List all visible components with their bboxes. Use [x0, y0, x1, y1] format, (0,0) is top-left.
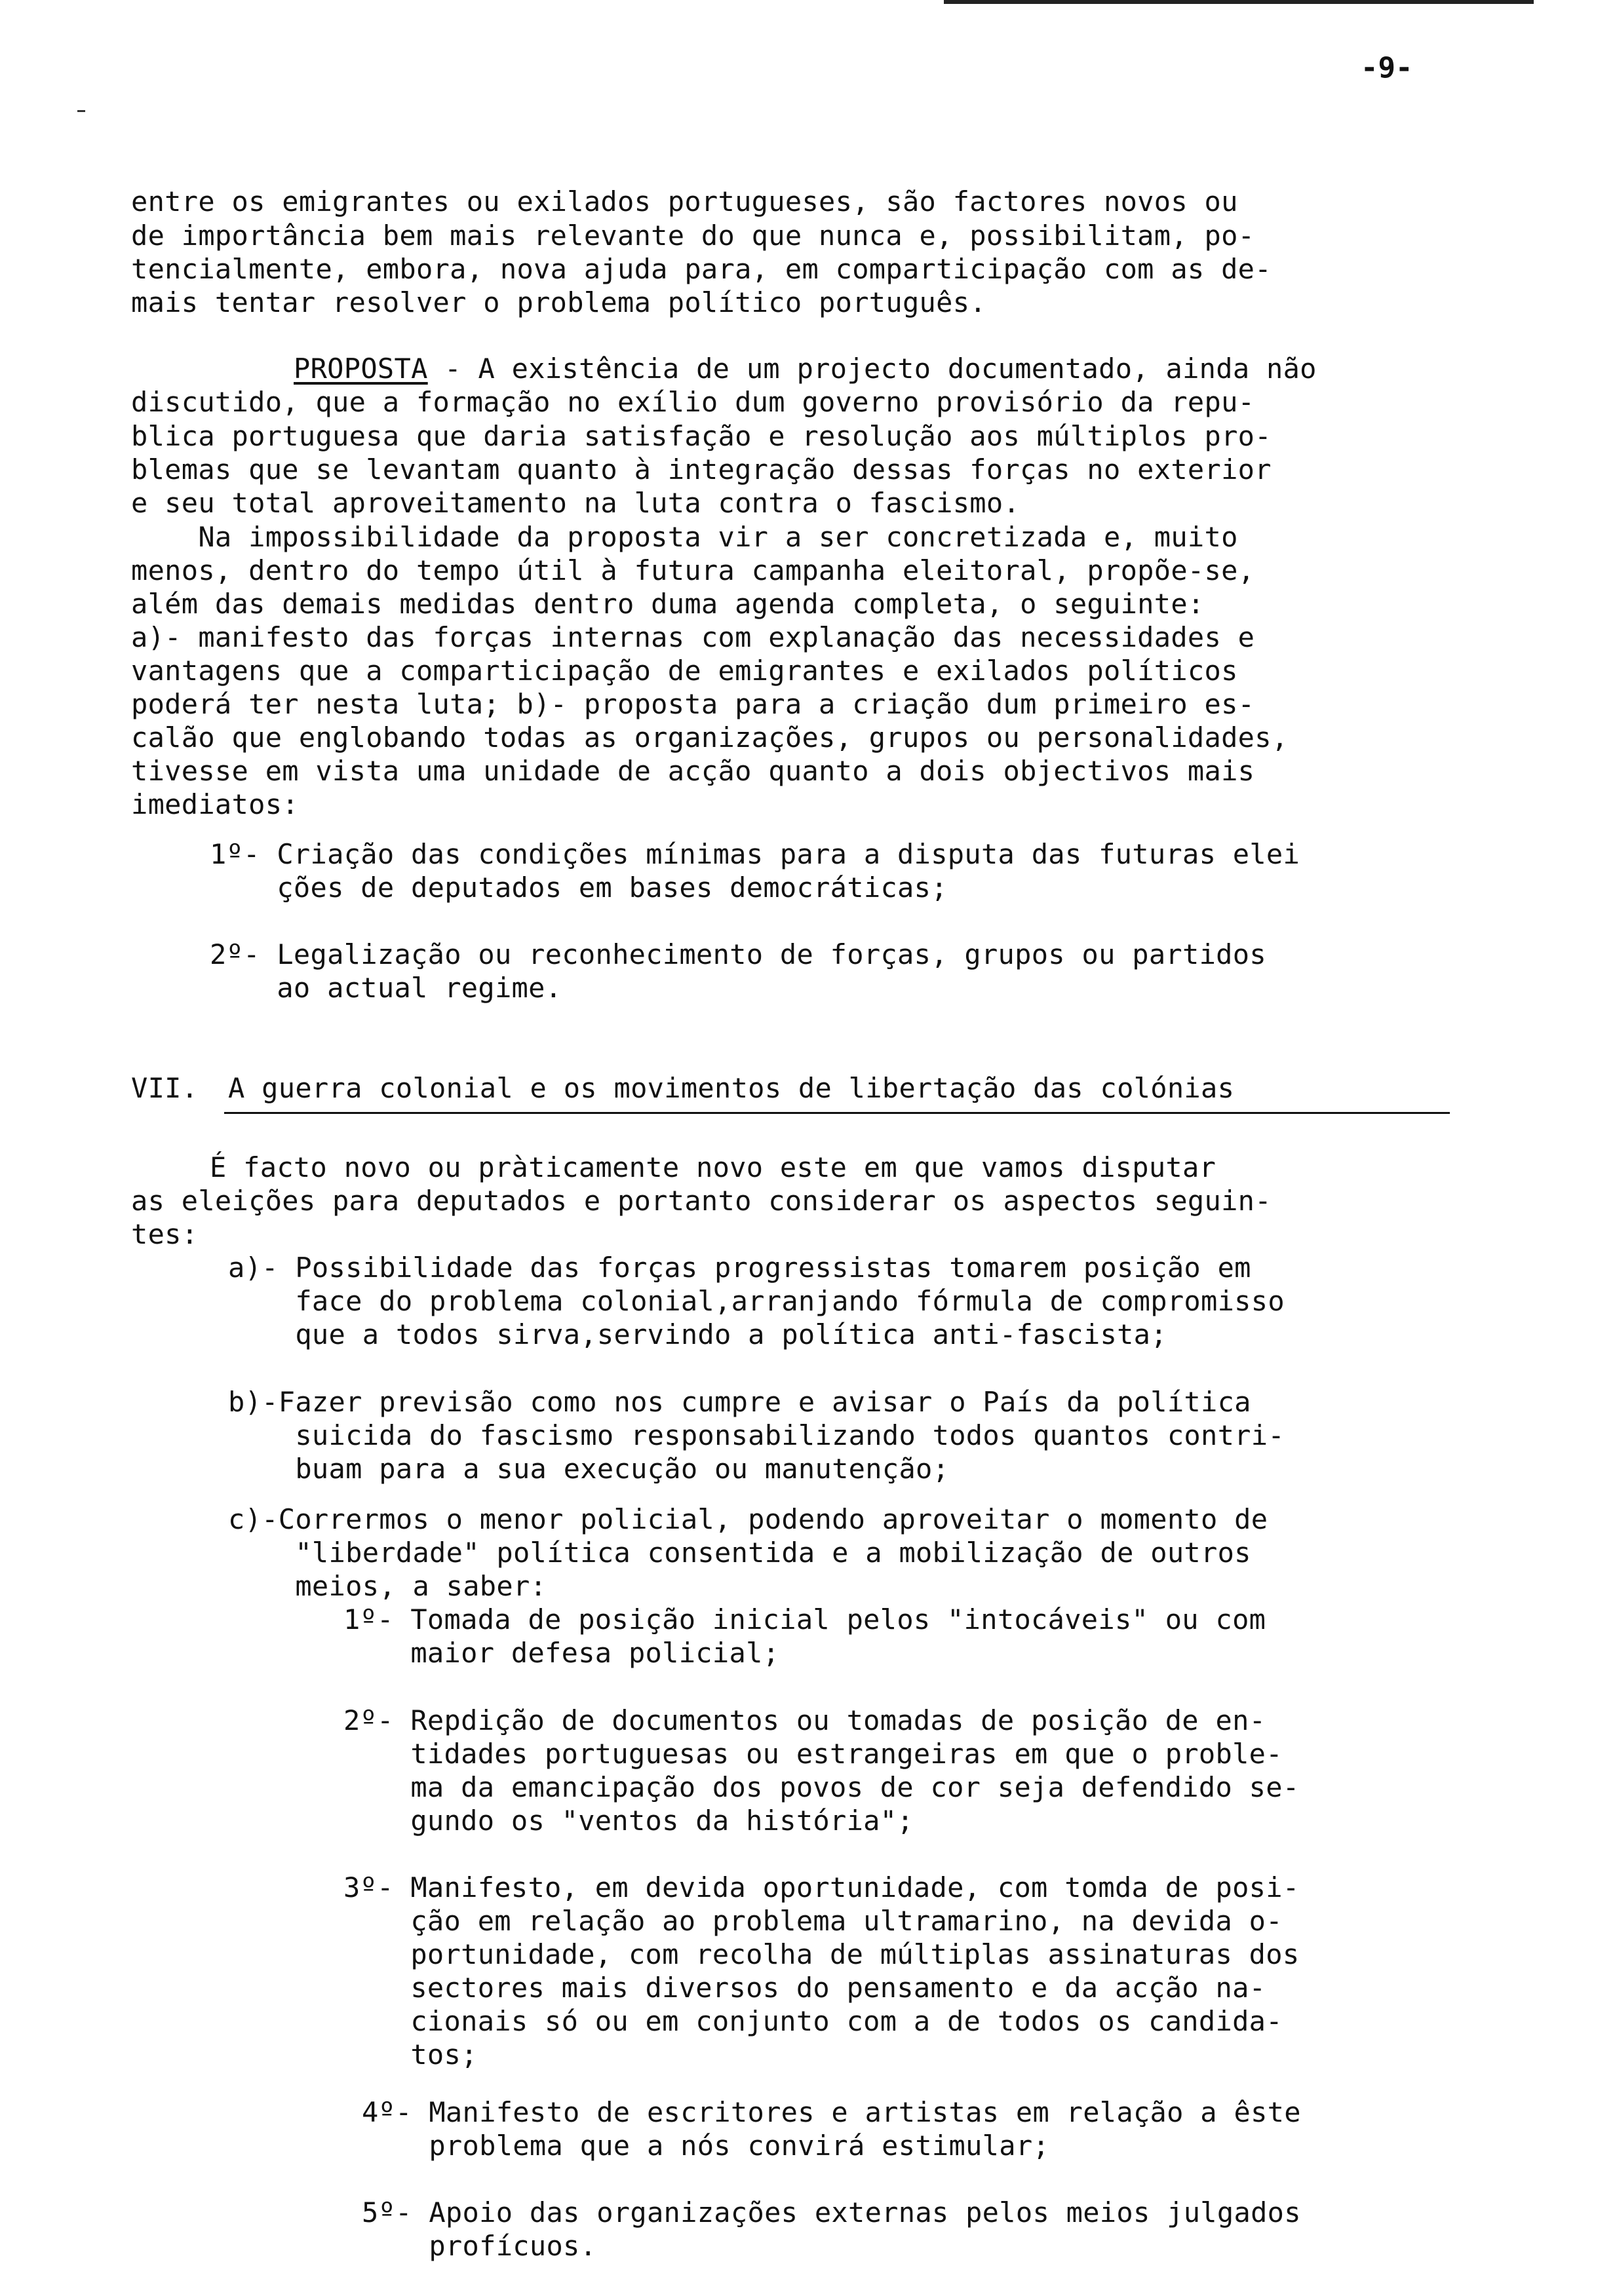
objective-line: 1º- Criação das condições mínimas para a disputa das futuras elei [210, 838, 1300, 870]
body-line: tencialmente, embora, nova ajuda para, em comparticipação com as de- [131, 253, 1272, 285]
sub-item-line: profícuos. [362, 2230, 597, 2262]
body-line: de importância bem mais relevante do que nunca e, possibilitam, po- [131, 220, 1255, 252]
sub-item-line: gundo os "ventos da história"; [343, 1805, 914, 1837]
list-item-line: c)-Corrermos o menor policial, podendo aproveitar o momento de [228, 1503, 1268, 1535]
objective-line: ao actual regime. [210, 972, 562, 1004]
sub-item-line: 4º- Manifesto de escritores e artistas em relação a êste [362, 2096, 1301, 2128]
section-title-underline [224, 1112, 1450, 1114]
body-line: mais tentar resolver o problema político português. [131, 286, 986, 318]
list-item-line: que a todos sirva,servindo a política anti-fascista; [228, 1318, 1167, 1350]
proposta-first-line-text: - A existência de um projecto documentado, ainda não [427, 353, 1317, 385]
body-line: Na impossibilidade da proposta vir a ser concretizada e, muito [131, 521, 1238, 553]
sub-item-line: cionais só ou em conjunto com a de todos os candida- [343, 2005, 1283, 2037]
objective-line: 2º- Legalização ou reconhecimento de forças, grupos ou partidos [210, 938, 1266, 970]
list-item-line: face do problema colonial,arranjando fórmula de compromisso [228, 1285, 1285, 1317]
proposta-label: PROPOSTA [294, 353, 428, 385]
sub-item-line: tidades portuguesas ou estrangeiras em que o proble- [343, 1738, 1283, 1770]
list-item-line: buam para a sua execução ou manutenção; [228, 1453, 950, 1485]
section-number: VII. [131, 1072, 199, 1104]
body-line: a)- manifesto das forças internas com explanação das necessidades e [131, 621, 1255, 653]
sub-item-line: ma da emancipação dos povos de cor seja defendido se- [343, 1771, 1300, 1803]
sub-item-line: portunidade, com recolha de múltiplas assinaturas dos [343, 1938, 1300, 1970]
sub-item-line: 3º- Manifesto, em devida oportunidade, com tomda de posi- [343, 1871, 1300, 1904]
body-line: É facto novo ou pràticamente novo este em que vamos disputar [210, 1151, 1216, 1183]
sub-item-line: problema que a nós convirá estimular; [362, 2130, 1050, 2162]
sub-item-line: 5º- Apoio das organizações externas pelos meios julgados [362, 2196, 1301, 2229]
sub-item-line: ção em relação ao problema ultramarino, na devida o- [343, 1905, 1283, 1937]
sub-item-line: tos; [343, 2038, 478, 2071]
margin-mark [77, 110, 85, 112]
body-line: além das demais medidas dentro duma agenda completa, o seguinte: [131, 588, 1205, 620]
body-line: discutido, que a formação no exílio dum governo provisório da repu- [131, 386, 1255, 418]
list-item-line: b)-Fazer previsão como nos cumpre e avisar o País da política [228, 1386, 1251, 1418]
list-item-line: suicida do fascismo responsabilizando todos quantos contri- [228, 1419, 1285, 1451]
section-title: A guerra colonial e os movimentos de libertação das colónias [228, 1072, 1235, 1104]
body-line: blemas que se levantam quanto à integração dessas forças no exterior [131, 453, 1272, 486]
objective-line: ções de deputados em bases democráticas; [210, 871, 948, 904]
page-number: -9- [1361, 51, 1413, 85]
body-line: calão que englobando todas as organizações, grupos ou personalidades, [131, 721, 1289, 754]
body-line: blica portuguesa que daria satisfação e resolução aos múltiplos pro- [131, 420, 1272, 452]
body-line: tivesse em vista uma unidade de acção quanto a dois objectivos mais [131, 755, 1255, 787]
sub-item-line: 2º- Repdição de documentos ou tomadas de posição de en- [343, 1704, 1266, 1736]
sub-item-line: maior defesa policial; [343, 1637, 780, 1669]
list-item-line: "liberdade" política consentida e a mobilização de outros [228, 1537, 1251, 1569]
sub-item-line: sectores mais diversos do pensamento e da acção na- [343, 1972, 1266, 2004]
body-line: poderá ter nesta luta; b)- proposta para a criação dum primeiro es- [131, 688, 1255, 720]
body-line: vantagens que a comparticipação de emigrantes e exilados políticos [131, 655, 1238, 687]
body-line: as eleições para deputados e portanto considerar os aspectos seguin- [131, 1185, 1272, 1217]
body-line: tes: [131, 1218, 199, 1250]
body-line: e seu total aproveitamento na luta contra o fascismo. [131, 487, 1021, 519]
body-line: entre os emigrantes ou exilados portugueses, são factores novos ou [131, 185, 1238, 218]
top-edge-rule [944, 0, 1534, 4]
proposta-first-line [294, 353, 1317, 385]
body-line: menos, dentro do tempo útil à futura campanha eleitoral, propõe-se, [131, 554, 1255, 586]
sub-item-line: 1º- Tomada de posição inicial pelos "intocáveis" ou com [343, 1603, 1266, 1636]
body-line: imediatos: [131, 788, 299, 820]
list-item-line: meios, a saber: [228, 1570, 547, 1602]
list-item-line: a)- Possibilidade das forças progressistas tomarem posição em [228, 1252, 1251, 1284]
